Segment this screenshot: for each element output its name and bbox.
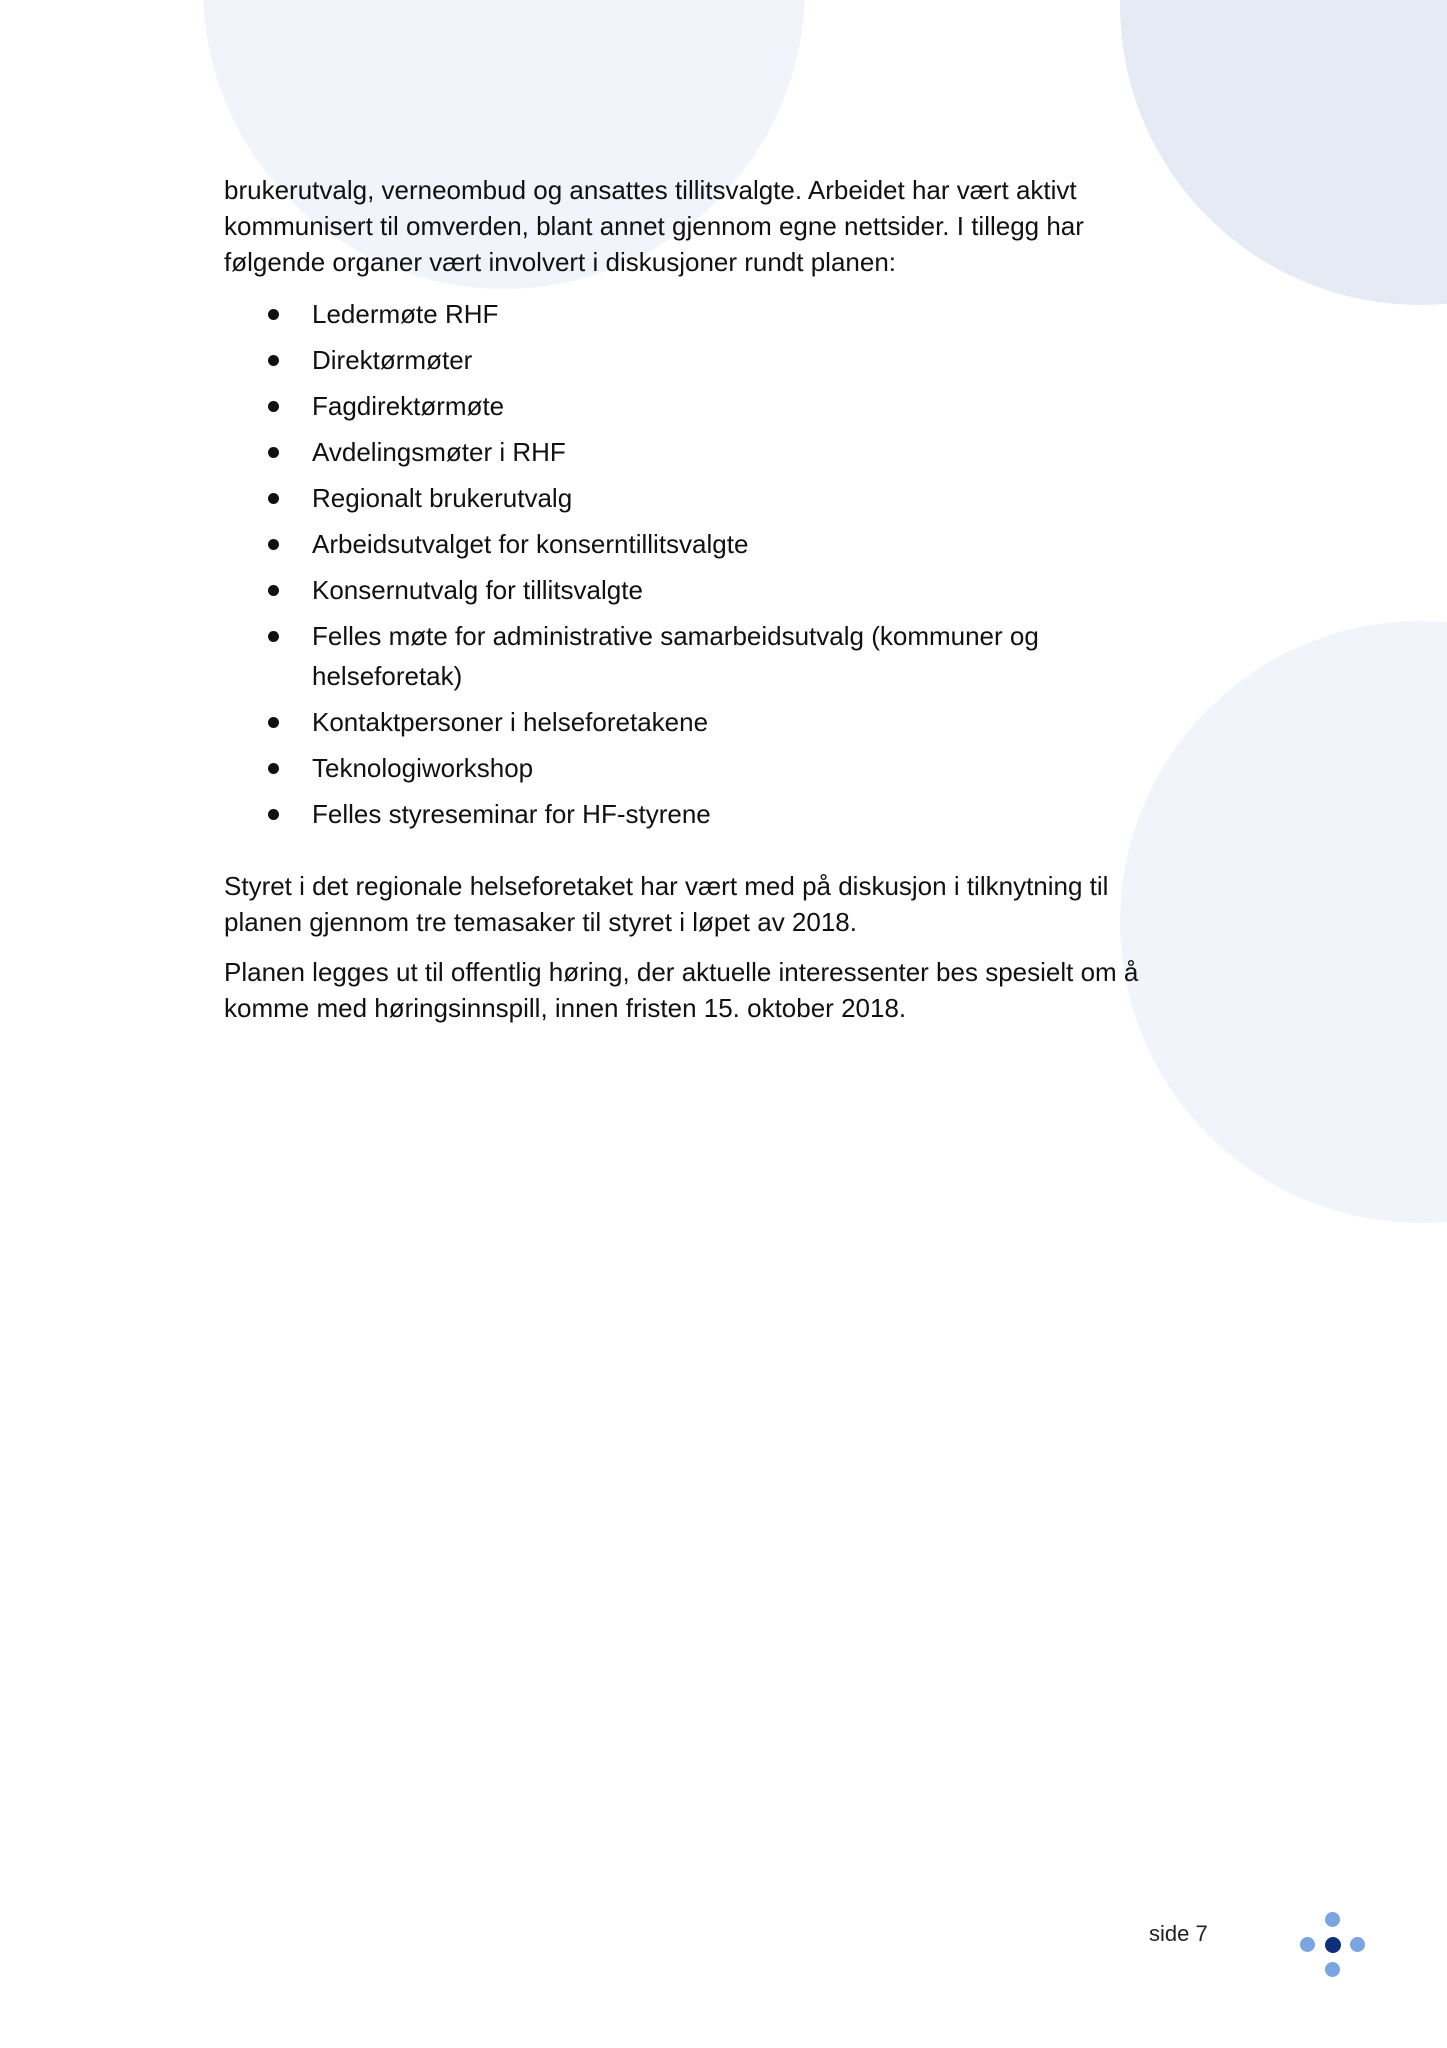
bullet-icon (268, 631, 279, 642)
involved-bodies-list (224, 294, 1224, 834)
list-item-text: Fagdirektørmøte (312, 391, 505, 421)
hearing-paragraph: Planen legges ut til offentlig høring, der aktuelle interessenter bes spesielt om å komme med høringsinnspill, innen fristen 15. oktober 2018. (224, 957, 1139, 1023)
board-paragraph: Styret i det regionale helseforetaket har vært med på diskusjon i tilknytning til planen gjennom tre temasaker til styret i løpet av 2018. (224, 871, 1109, 937)
list-item (224, 524, 1132, 564)
bullet-icon (268, 309, 279, 320)
list-item-text: Direktørmøter (312, 345, 473, 375)
bullet-icon (268, 763, 279, 774)
list-item-text: Teknologiworkshop (312, 753, 534, 783)
bullet-icon (268, 717, 279, 728)
page-number: side 7 (1149, 1921, 1208, 1946)
list-item-text: Arbeidsutvalget for konserntillitsvalgte (312, 529, 749, 559)
list-item (224, 794, 1132, 834)
list-item (224, 748, 1132, 788)
list-item (224, 432, 1132, 472)
bullet-icon (268, 539, 279, 550)
list-item (224, 702, 1132, 742)
bullet-icon (268, 809, 279, 820)
list-item-text: Felles møte for administrative samarbeidsutvalg (kommuner og helseforetak) (312, 621, 1039, 691)
list-item-text: Avdelingsmøter i RHF (312, 437, 566, 467)
bullet-icon (268, 401, 279, 412)
bullet-icon (268, 447, 279, 458)
bullet-icon (268, 355, 279, 366)
list-item (224, 478, 1132, 518)
dotted-cross-logo-icon (1300, 1912, 1366, 1978)
list-item (224, 616, 1132, 696)
bullet-icon (268, 493, 279, 504)
intro-paragraph: brukerutvalg, verneombud og ansattes tillitsvalgte. Arbeidet har vært aktivt kommunisert til omverden, blant annet gjennom egne nettsider. I tillegg har følgende organer vært involvert i diskusjoner rundt planen: (224, 175, 1084, 277)
list-item (224, 294, 1132, 334)
list-item-text: Regionalt brukerutvalg (312, 483, 573, 513)
list-item (224, 340, 1132, 380)
list-item (224, 570, 1132, 610)
document-body (224, 172, 1224, 1026)
list-item (224, 386, 1132, 426)
list-item-text: Ledermøte RHF (312, 299, 499, 329)
list-item-text: Kontaktpersoner i helseforetakene (312, 707, 709, 737)
list-item-text: Felles styreseminar for HF-styrene (312, 799, 711, 829)
list-item-text: Konsernutvalg for tillitsvalgte (312, 575, 643, 605)
bullet-icon (268, 585, 279, 596)
